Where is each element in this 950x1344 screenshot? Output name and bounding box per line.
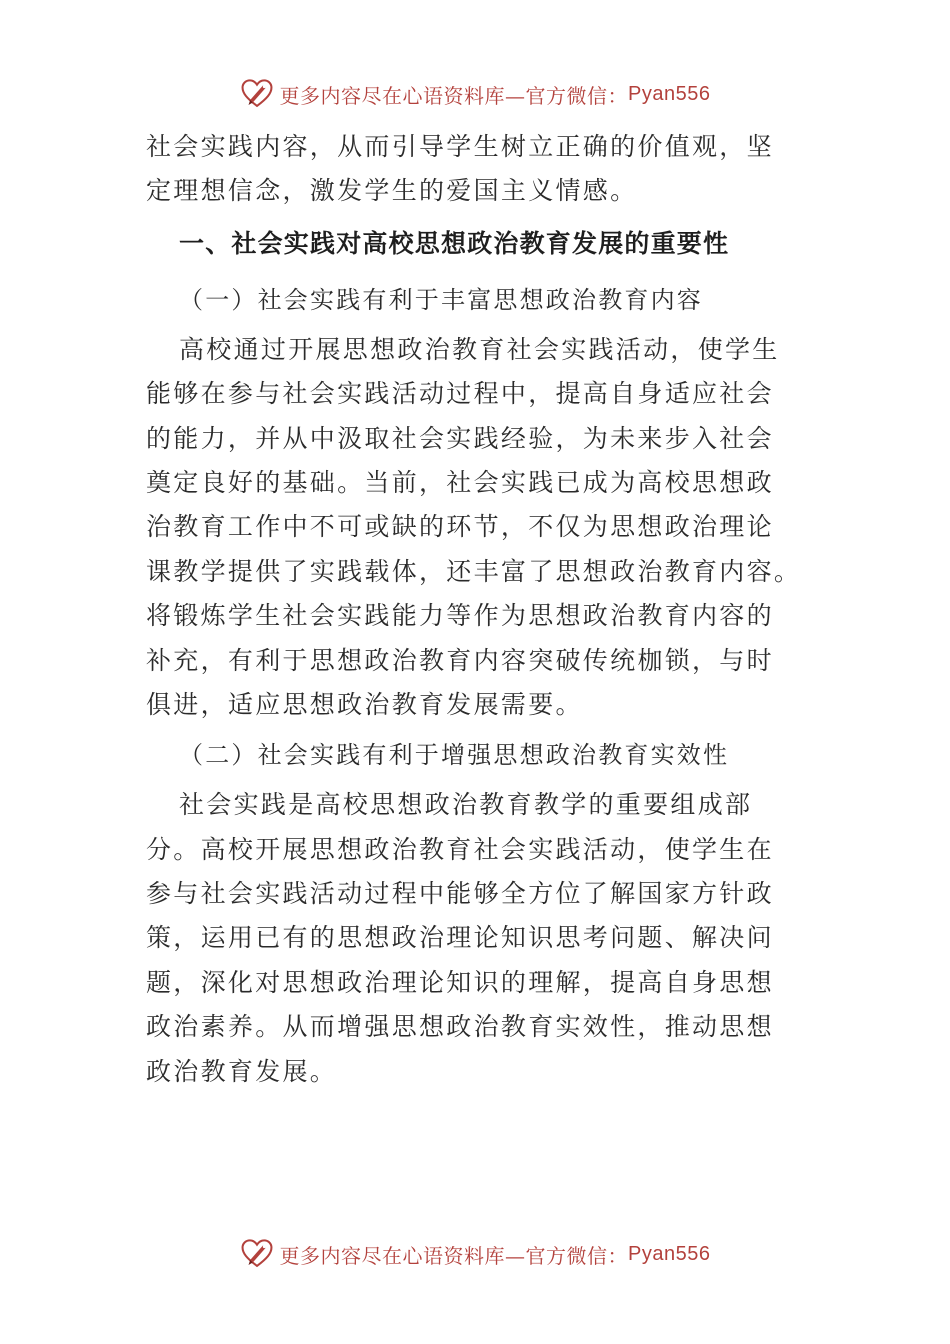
text-line: 政治素养。从而增强思想政治教育实效性，推动思想 (146, 1012, 774, 1042)
intro-paragraph (146, 125, 806, 214)
subsection-heading-1: （一）社会实践有利于丰富思想政治教育内容 (179, 285, 703, 314)
subsection-heading-2: （二）社会实践有利于增强思想政治教育实效性 (179, 741, 730, 770)
text-line: 补充，有利于思想政治教育内容突破传统枷锁，与时 (146, 645, 774, 675)
text-line: 政治教育发展。 (146, 1056, 338, 1086)
text-line: 定理想信念，激发学生的爱国主义情感。 (146, 176, 638, 206)
text-line: 社会实践是高校思想政治教育教学的重要组成部 (179, 790, 753, 820)
text-line: 高校通过开展思想政治教育社会实践活动，使学生 (179, 334, 780, 364)
document-body (146, 125, 806, 1094)
text-line: 参与社会实践活动过程中能够全方位了解国家方针政 (146, 879, 774, 909)
footer-watermark (0, 1234, 950, 1274)
text-line: 课教学提供了实践载体，还丰富了思想政治教育内容。 (146, 556, 802, 586)
text-line: 能够在参与社会实践活动过程中，提高自身适应社会 (146, 379, 774, 409)
text-line: 的能力，并从中汲取社会实践经验，为未来步入社会 (146, 423, 774, 453)
text-line: 策，运用已有的思想政治理论知识思考问题、解决问 (146, 923, 774, 953)
watermark-wechat-id: Pyan556 (628, 1242, 711, 1265)
header-watermark (0, 74, 950, 114)
watermark-text: 更多内容尽在心语资料库—官方微信： (279, 1243, 629, 1268)
text-line: 俱进，适应思想政治教育发展需要。 (146, 689, 583, 719)
text-line: 治教育工作中不可或缺的环节，不仅为思想政治理论 (146, 512, 774, 542)
text-line: 将锻炼学生社会实践能力等作为思想政治教育内容的 (146, 601, 774, 631)
text-line: 社会实践内容，从而引导学生树立正确的价值观，坚 (146, 132, 774, 161)
text-line: 分。高校开展思想政治教育社会实践活动，使学生在 (146, 834, 774, 864)
text-line: 题，深化对思想政治理论知识的理解，提高自身思想 (146, 967, 774, 997)
text-line: 奠定良好的基础。当前，社会实践已成为高校思想政 (146, 467, 774, 497)
subsection-1-paragraph (146, 328, 806, 728)
section-heading: 一、社会实践对高校思想政治教育发展的重要性 (179, 228, 730, 258)
watermark-text: 更多内容尽在心语资料库—官方微信： (279, 83, 629, 108)
subsection-2-paragraph (146, 783, 806, 1094)
heart-pen-logo-icon (240, 77, 274, 111)
heart-pen-logo-icon (240, 1237, 274, 1271)
watermark-wechat-id: Pyan556 (628, 82, 711, 105)
